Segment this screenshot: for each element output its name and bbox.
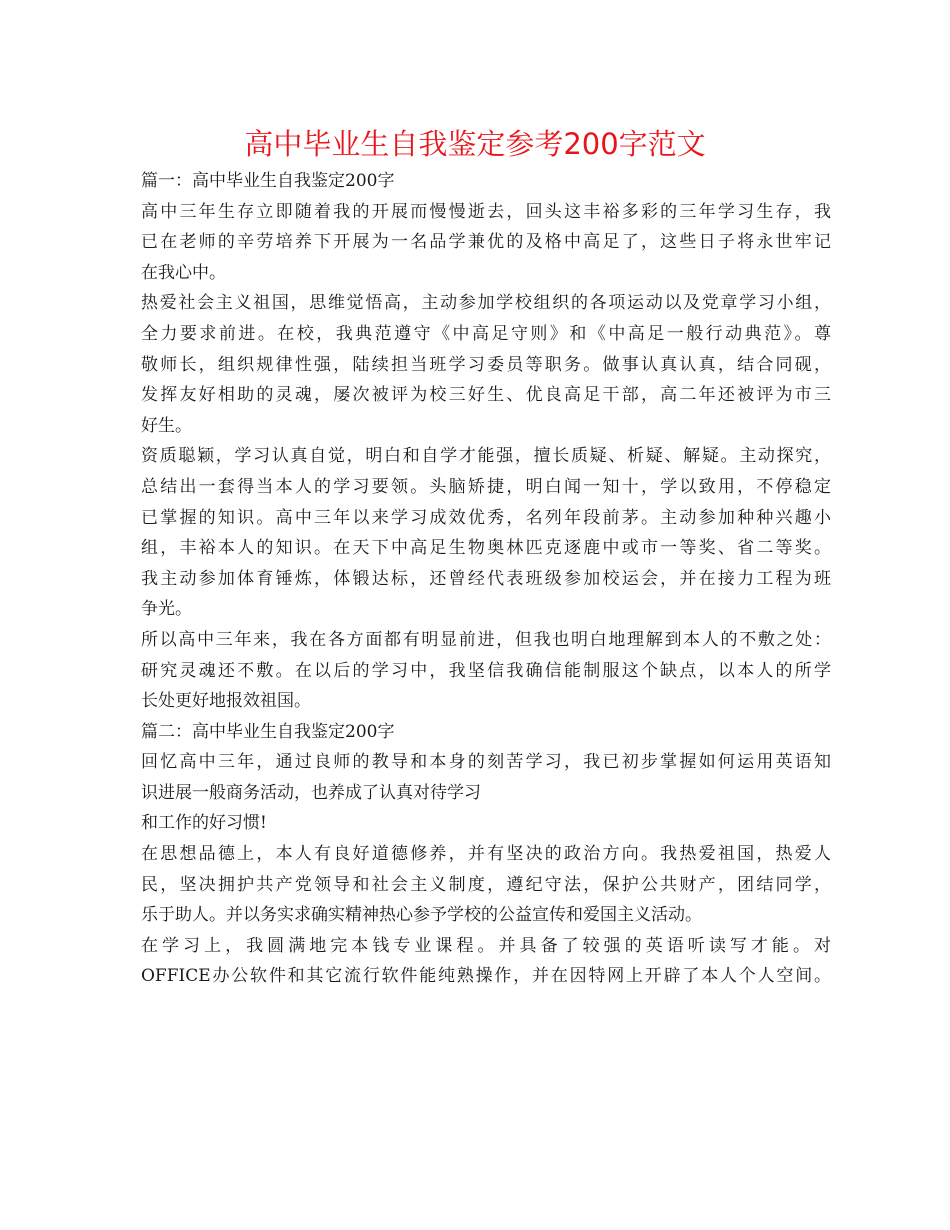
text-line: 在学习上，我圆满地完本钱专业课程。并具备了较强的英语听读写才能。对 (141, 935, 831, 956)
text-line: 资质聪颖，学习认真自觉，明白和自学才能强，擅长质疑、析疑、解疑。主动探究， (141, 446, 831, 467)
text-line: 我主动参加体育锤炼，体锻达标，还曾经代表班级参加校运会，并在接力工程为班 (141, 568, 831, 589)
text-line: 和工作的好习惯! (141, 813, 267, 834)
text-line: 好生。 (141, 415, 192, 436)
text-line: 回忆高中三年，通过良师的教导和本身的刻苦学习，我已初步掌握如何运用英语知 (141, 752, 831, 773)
text-line: 所以高中三年来，我在各方面都有明显前进，但我也明白地理解到本人的不敷之处： (141, 629, 831, 650)
text-line: 篇一：高中毕业生自我鉴定200字 (141, 171, 395, 191)
text-line: 组，丰裕本人的知识。在天下中高足生物奥林匹克逐鹿中或市一等奖、省二等奖。 (141, 538, 831, 559)
document-title: 高中毕业生自我鉴定参考200字范文 (244, 127, 706, 161)
text-line: 已掌握的知识。高中三年以来学习成效优秀，名列年段前茅。主动参加种种兴趣小 (141, 507, 831, 528)
text-line: 热爱社会主义祖国，思维觉悟高，主动参加学校组织的各项运动以及党章学习小组， (141, 293, 831, 314)
text-line: 高中三年生存立即随着我的开展而慢慢逝去，回头这丰裕多彩的三年学习生存，我 (141, 201, 831, 222)
text-line: 乐于助人。并以务实求确实精神热心参予学校的公益宣传和爱国主义活动。 (141, 905, 702, 926)
text-line: 在我心中。 (141, 262, 226, 283)
text-line: 民，坚决拥护共产党领导和社会主义制度，遵纪守法，保护公共财产，团结同学， (141, 874, 831, 895)
text-line: 识进展一般商务活动，也养成了认真对待学习 (141, 782, 481, 803)
text-line: 在思想品德上，本人有良好道德修养，并有坚决的政治方向。我热爱祖国，热爱人 (141, 844, 831, 865)
text-line: 争光。 (141, 599, 192, 620)
text-line: 总结出一套得当本人的学习要领。头脑矫捷，明白闻一知十，学以致用，不停稳定 (141, 476, 831, 497)
text-line: 全力要求前进。在校，我典范遵守《中高足守则》和《中高足一般行动典范》。尊 (141, 323, 831, 344)
text-line: 研究灵魂还不敷。在以后的学习中，我坚信我确信能制服这个缺点，以本人的所学 (141, 660, 831, 681)
text-line: OFFICE办公软件和其它流行软件能纯熟操作，并在因特网上开辟了本人个人空间。 (141, 966, 831, 987)
text-line: 已在老师的辛劳培养下开展为一名品学兼优的及格中高足了，这些日子将永世牢记 (141, 232, 831, 253)
text-line: 发挥友好相助的灵魂，屡次被评为校三好生、优良高足干部，高二年还被评为市三 (141, 385, 831, 406)
document-body (141, 166, 831, 992)
text-line: 长处更好地报效祖国。 (141, 691, 311, 712)
text-line: 敬师长，组织规律性强，陆续担当班学习委员等职务。做事认真认真，结合同砚， (141, 354, 831, 375)
text-line: 篇二：高中毕业生自我鉴定200字 (141, 721, 395, 742)
